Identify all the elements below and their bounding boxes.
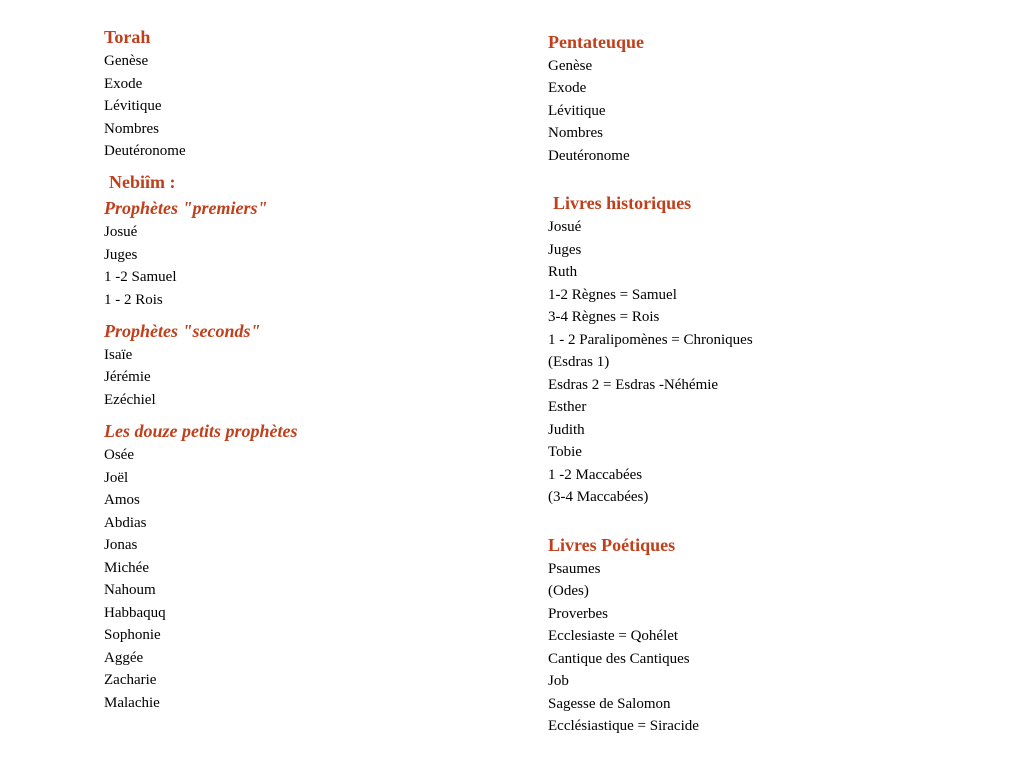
pentateuque-item: Genèse (548, 58, 593, 74)
douze-item: Sophonie (104, 627, 161, 643)
douze-heading: Les douze petits prophètes (104, 421, 298, 441)
historiques-item: Juges (548, 242, 582, 258)
poetiques-heading: Livres Poétiques (548, 535, 676, 555)
historiques-item: Esther (548, 399, 587, 415)
torah-heading: Torah (104, 27, 151, 47)
historiques-item: 3-4 Règnes = Rois (548, 309, 660, 325)
douze-item: Habbaquq (104, 605, 166, 621)
historiques-item: (Esdras 1) (548, 354, 610, 370)
poetiques-item: Job (548, 673, 569, 689)
poetiques-item: Psaumes (548, 561, 601, 577)
premiers-item: 1 -2 Samuel (104, 269, 177, 285)
historiques-item: Tobie (548, 444, 582, 460)
pentateuque-item: Nombres (548, 125, 603, 141)
historiques-item: Judith (548, 422, 585, 438)
poetiques-item: Cantique des Cantiques (548, 651, 690, 667)
historiques-item: (3-4 Maccabées) (548, 489, 649, 505)
premiers-item: 1 - 2 Rois (104, 292, 163, 308)
seconds-item: Ezéchiel (104, 392, 156, 408)
douze-item: Michée (104, 560, 149, 576)
seconds-item: Isaïe (104, 347, 133, 363)
torah-item: Nombres (104, 121, 159, 137)
douze-item: Amos (104, 492, 140, 508)
premiers-item: Josué (104, 224, 138, 240)
historiques-heading: Livres historiques (553, 193, 692, 213)
pentateuque-heading: Pentateuque (548, 32, 644, 52)
poetiques-item: Ecclésiastique = Siracide (548, 718, 699, 734)
douze-item: Malachie (104, 695, 160, 711)
douze-item: Aggée (104, 650, 144, 666)
torah-item: Lévitique (104, 98, 162, 114)
poetiques-item: (Odes) (548, 583, 589, 599)
seconds-heading: Prophètes "seconds" (104, 321, 261, 341)
poetiques-item: Sagesse de Salomon (548, 696, 671, 712)
pentateuque-item: Deutéronome (548, 148, 630, 164)
historiques-item: 1-2 Règnes = Samuel (548, 287, 677, 303)
torah-item: Genèse (104, 53, 149, 69)
douze-item: Jonas (104, 537, 138, 553)
premiers-item: Juges (104, 247, 138, 263)
seconds-item: Jérémie (104, 369, 151, 385)
torah-item: Exode (104, 76, 143, 92)
premiers-heading: Prophètes "premiers" (104, 198, 268, 218)
historiques-item: 1 -2 Maccabées (548, 467, 643, 483)
historiques-item: 1 - 2 Paralipomènes = Chroniques (548, 332, 753, 348)
pentateuque-item: Lévitique (548, 103, 606, 119)
historiques-item: Josué (548, 219, 582, 235)
historiques-item: Esdras 2 = Esdras -Néhémie (548, 377, 719, 393)
poetiques-item: Proverbes (548, 606, 608, 622)
pentateuque-item: Exode (548, 80, 587, 96)
douze-item: Zacharie (104, 672, 157, 688)
torah-item: Deutéronome (104, 143, 186, 159)
douze-item: Joël (104, 470, 129, 486)
poetiques-item: Ecclesiaste = Qohélet (548, 628, 679, 644)
douze-item: Osée (104, 447, 134, 463)
douze-item: Abdias (104, 515, 147, 531)
nebiim-heading: Nebiîm : (109, 172, 176, 192)
historiques-item: Ruth (548, 264, 578, 280)
douze-item: Nahoum (104, 582, 156, 598)
